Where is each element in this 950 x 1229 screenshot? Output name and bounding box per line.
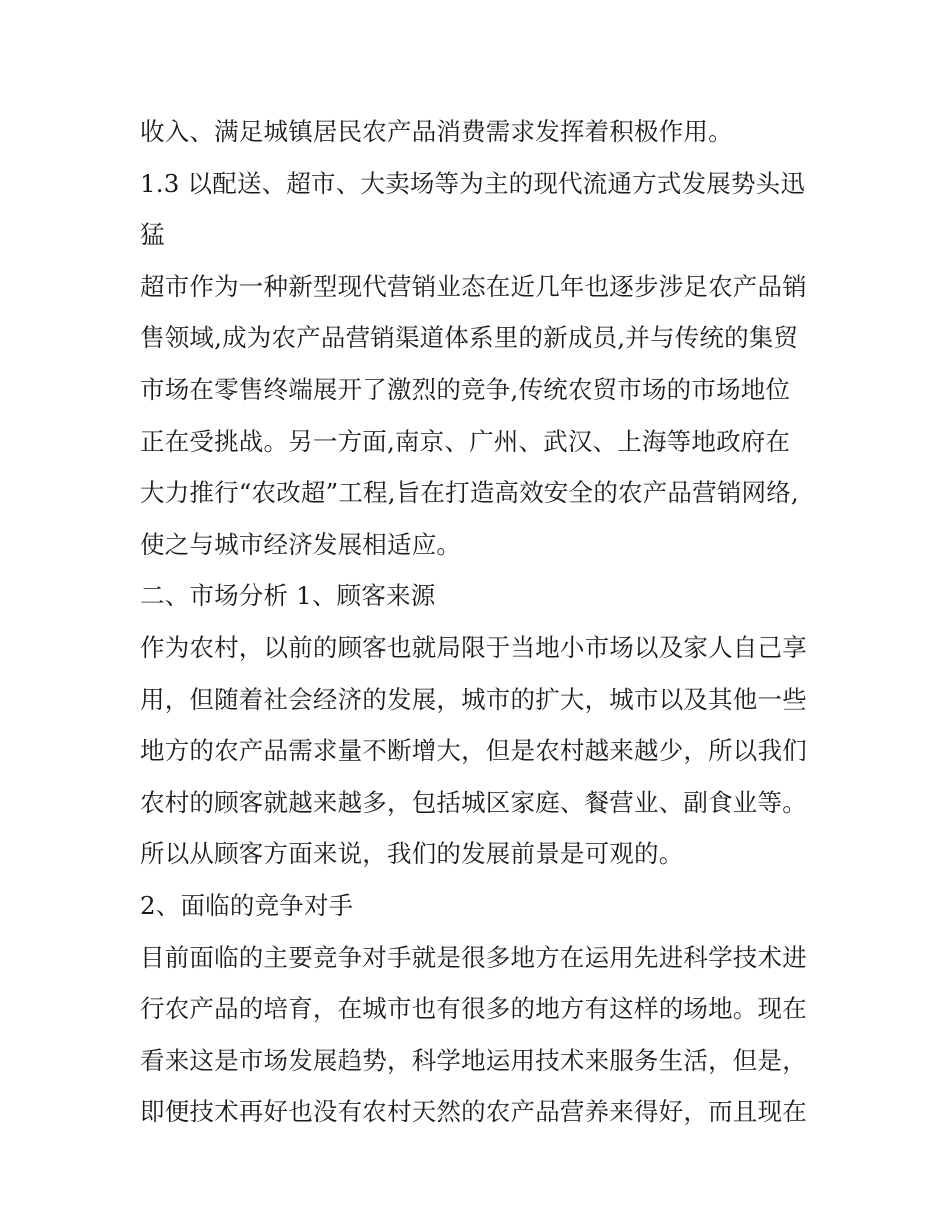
text-line: 农村的顾客就越来越多，包括城区家庭、餐营业、副食业等。 xyxy=(140,787,807,817)
text-line: 超市作为一种新型现代营销业态在近几年也逐步涉足农产品销 xyxy=(140,271,807,301)
section-heading: 二、市场分析 1、顾客来源 xyxy=(140,581,436,611)
text-line: 大力推行“农改超”工程,旨在打造高效安全的农产品营销网络, xyxy=(140,478,799,508)
text-line: 正在受挑战。另一方面,南京、广州、武汉、上海等地政府在 xyxy=(140,426,791,456)
section-heading: 1.3 以配送、超市、大卖场等为主的现代流通方式发展势头迅 xyxy=(140,168,806,198)
text-line: 作为农村，以前的顾客也就局限于当地小市场以及家人自己享 xyxy=(140,632,807,662)
text-line: 行农产品的培育，在城市也有很多的地方有这样的场地。现在 xyxy=(140,994,807,1024)
text-line: 使之与城市经济发展相适应。 xyxy=(140,529,462,559)
text-line: 即便技术再好也没有农村天然的农产品营养来得好，而且现在 xyxy=(140,1097,807,1127)
text-line: 看来这是市场发展趋势，科学地运用技术来服务生活，但是， xyxy=(140,1045,807,1075)
text-line: 市场在零售终端展开了激烈的竞争,传统农贸市场的市场地位 xyxy=(140,374,791,404)
text-line: 收入、满足城镇居民农产品消费需求发挥着积极作用。 xyxy=(140,117,733,146)
text-line: 所以从顾客方面来说，我们的发展前景是可观的。 xyxy=(140,839,684,869)
section-heading-continued: 猛 xyxy=(140,220,165,250)
text-line: 目前面临的主要竞争对手就是很多地方在运用先进科学技术进 xyxy=(140,942,807,972)
document-body xyxy=(140,106,820,1138)
text-line: 地方的农产品需求量不断增大，但是农村越来越少，所以我们 xyxy=(140,736,807,766)
section-heading: 2、面临的竞争对手 xyxy=(140,890,354,920)
text-line: 用，但随着社会经济的发展，城市的扩大，城市以及其他一些 xyxy=(140,684,807,714)
text-line: 售领域,成为农产品营销渠道体系里的新成员,并与传统的集贸 xyxy=(140,323,799,353)
